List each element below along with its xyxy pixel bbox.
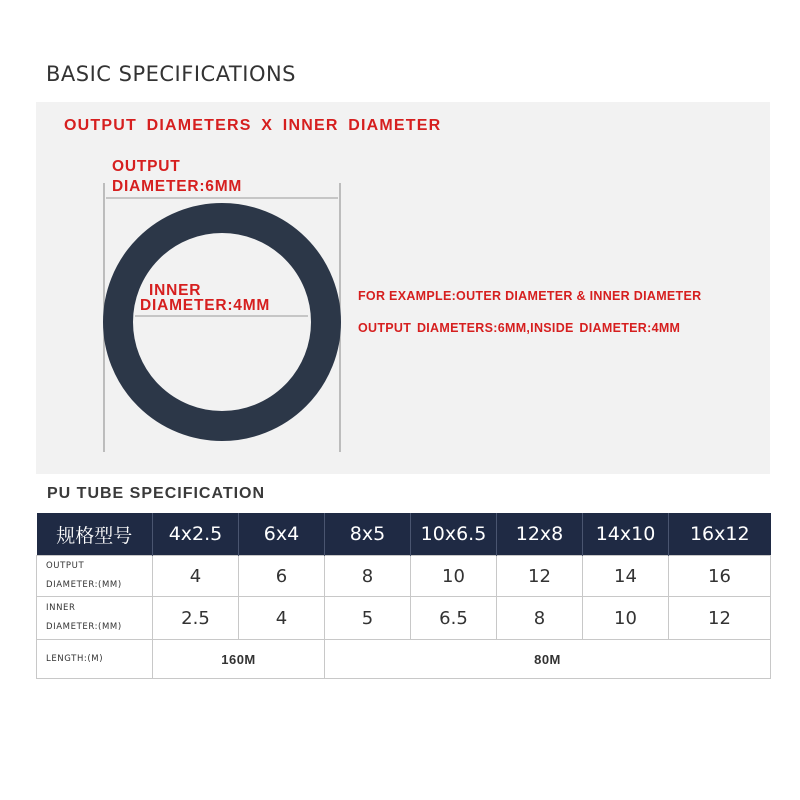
row-label-output [37,556,153,597]
table-cell: 12 [669,597,771,640]
table-row-length [37,640,771,679]
table-cell: 12 [497,556,583,597]
table-cell: 6.5 [411,597,497,640]
header-cell: 4x2.5 [153,513,239,556]
outer-diameter-label [112,157,242,197]
header-cell: 8x5 [325,513,411,556]
header-cell: 16x12 [669,513,771,556]
row-label-line: DIAMETER:(MM) [46,622,122,632]
length-80m-cell: 80M [325,640,771,679]
header-model: 规格型号 [37,513,153,556]
example-line-2: OUTPUT DIAMETERS:6MM,INSIDE DIAMETER:4MM [358,321,681,335]
row-label-length: LENGTH:(M) [37,640,153,679]
table-title: PU TUBE SPECIFICATION [47,485,266,502]
spec-table [36,513,771,679]
table-cell: 14 [583,556,669,597]
header-cell: 6x4 [239,513,325,556]
inner-diameter-label [140,283,270,313]
table-cell: 5 [325,597,411,640]
table-cell: 2.5 [153,597,239,640]
table-header-row [37,513,771,556]
row-label-line: INNER [46,603,76,613]
table-cell: 4 [239,597,325,640]
table-cell: 6 [239,556,325,597]
table-cell: 4 [153,556,239,597]
row-label-line: DIAMETER:(MM) [46,580,122,590]
table-cell: 16 [669,556,771,597]
tube-ring [118,218,326,426]
header-cell: 12x8 [497,513,583,556]
table-cell: 10 [583,597,669,640]
diagram-heading: OUTPUT DIAMETERS X INNER DIAMETER [64,117,442,134]
page-title: BASIC SPECIFICATIONS [46,62,297,86]
outer-diameter-label-line1: OUTPUT [112,158,181,175]
table-row [37,556,771,597]
table-cell: 8 [497,597,583,640]
row-label-line: OUTPUT [46,561,85,571]
example-line-1: FOR EXAMPLE:OUTER DIAMETER & INNER DIAMETER [358,289,702,303]
inner-diameter-label-line2: DIAMETER:4MM [140,297,271,314]
table-cell: 8 [325,556,411,597]
length-160m-cell: 160M [153,640,325,679]
table-row [37,597,771,640]
row-label-inner [37,597,153,640]
header-cell: 10x6.5 [411,513,497,556]
outer-diameter-label-line2: DIAMETER:6MM [112,178,243,195]
inner-diameter-label-line1: INNER [149,282,202,299]
table-cell: 10 [411,556,497,597]
header-cell: 14x10 [583,513,669,556]
